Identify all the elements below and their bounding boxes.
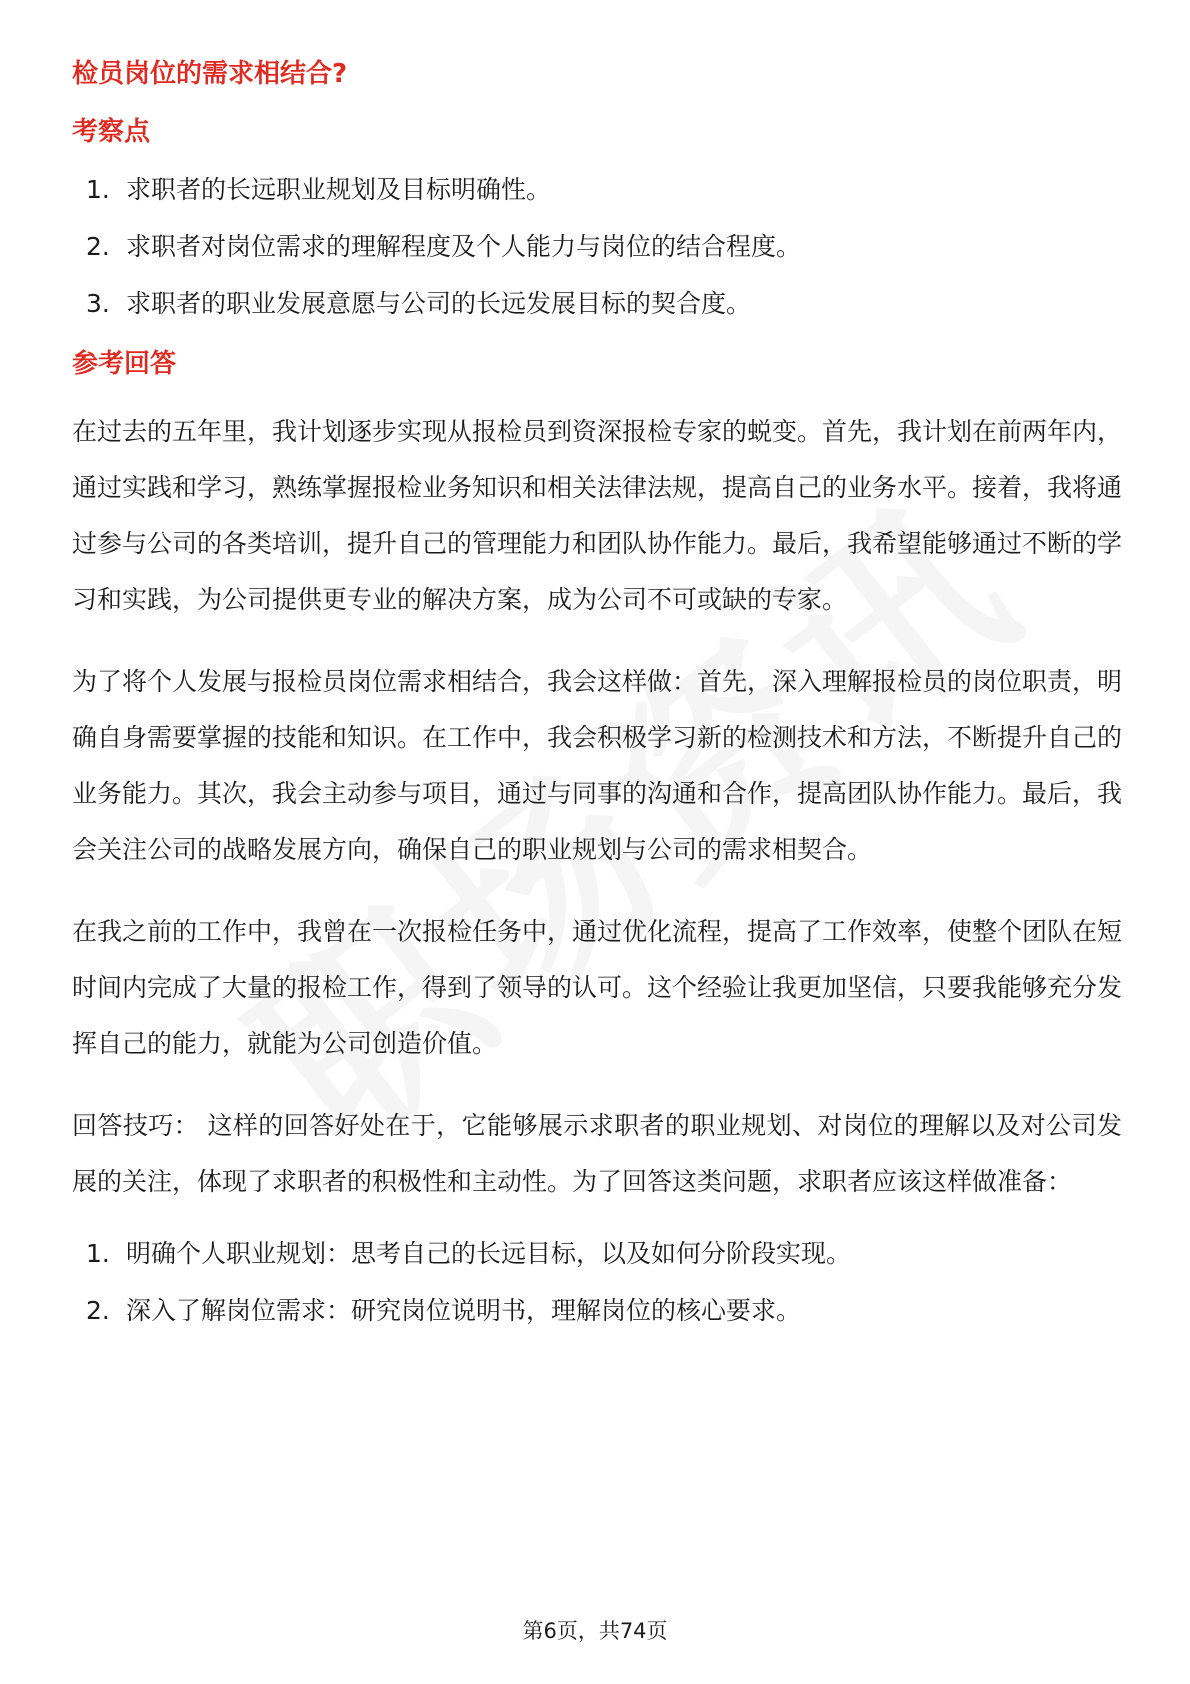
- list-item: [72, 1293, 1122, 1329]
- list-number: 3.: [86, 289, 110, 318]
- list-text: 求职者对岗位需求的理解程度及个人能力与岗位的结合程度。: [126, 232, 802, 261]
- list-number: 2.: [86, 232, 110, 261]
- list-item: [72, 172, 1122, 208]
- list-number: 1.: [86, 1239, 110, 1268]
- answer-paragraph: 在我之前的工作中，我曾在一次报检任务中，通过优化流程，提高了工作效率，使整个团队在短时间内完成了大量的报检工作，得到了领导的认可。这个经验让我更加坚信，只要我能够充分发挥自己的能力，就能为公司创造价值。: [72, 917, 1123, 1058]
- list-text: 求职者的长远职业规划及目标明确性。: [126, 175, 552, 204]
- page-content: [72, 56, 1122, 1353]
- answer-paragraph: 为了将个人发展与报检员岗位需求相结合，我会这样做：首先，深入理解报检员的岗位职责，明确自身需要掌握的技能和知识。在工作中，我会积极学习新的检测技术和方法，不断提升自己的业务能力。其次，我会主动参与项目，通过与同事的沟通和合作，提高团队协作能力。最后，我会关注公司的战略发展方向，确保自己的职业规划与公司的需求相契合。: [72, 667, 1123, 864]
- list-item: [72, 286, 1122, 322]
- list-item: [72, 229, 1122, 265]
- answer-paragraph: 在过去的五年里，我计划逐步实现从报检员到资深报检专家的蜕变。首先，我计划在前两年内，通过实践和学习，熟练掌握报检业务知识和相关法律法规，提高自己的业务水平。接着，我将通过参与公司的各类培训，提升自己的管理能力和团队协作能力。最后，我希望能够通过不断的学习和实践，为公司提供更专业的解决方案，成为公司不可或缺的专家。: [72, 417, 1123, 614]
- tips-paragraph: 回答技巧： 这样的回答好处在于，它能够展示求职者的职业规划、对岗位的理解以及对公司发展的关注，体现了求职者的积极性和主动性。为了回答这类问题，求职者应该这样做准备：: [72, 1111, 1122, 1196]
- question-title: 检员岗位的需求相结合?: [72, 59, 348, 89]
- page-footer: 第6页，共74页: [522, 1619, 668, 1643]
- list-text: 明确个人职业规划：思考自己的长远目标，以及如何分阶段实现。: [126, 1239, 852, 1268]
- section-title-observe: 考察点: [72, 117, 151, 147]
- list-item: [72, 1236, 1122, 1272]
- observe-list: [72, 172, 1122, 322]
- list-number: 1.: [86, 175, 110, 204]
- list-number: 2.: [86, 1296, 110, 1325]
- section-title-answer: 参考回答: [72, 349, 177, 379]
- tips-list: [72, 1236, 1122, 1329]
- list-text: 深入了解岗位需求：研究岗位说明书，理解岗位的核心要求。: [126, 1296, 802, 1325]
- list-text: 求职者的职业发展意愿与公司的长远发展目标的契合度。: [126, 289, 752, 318]
